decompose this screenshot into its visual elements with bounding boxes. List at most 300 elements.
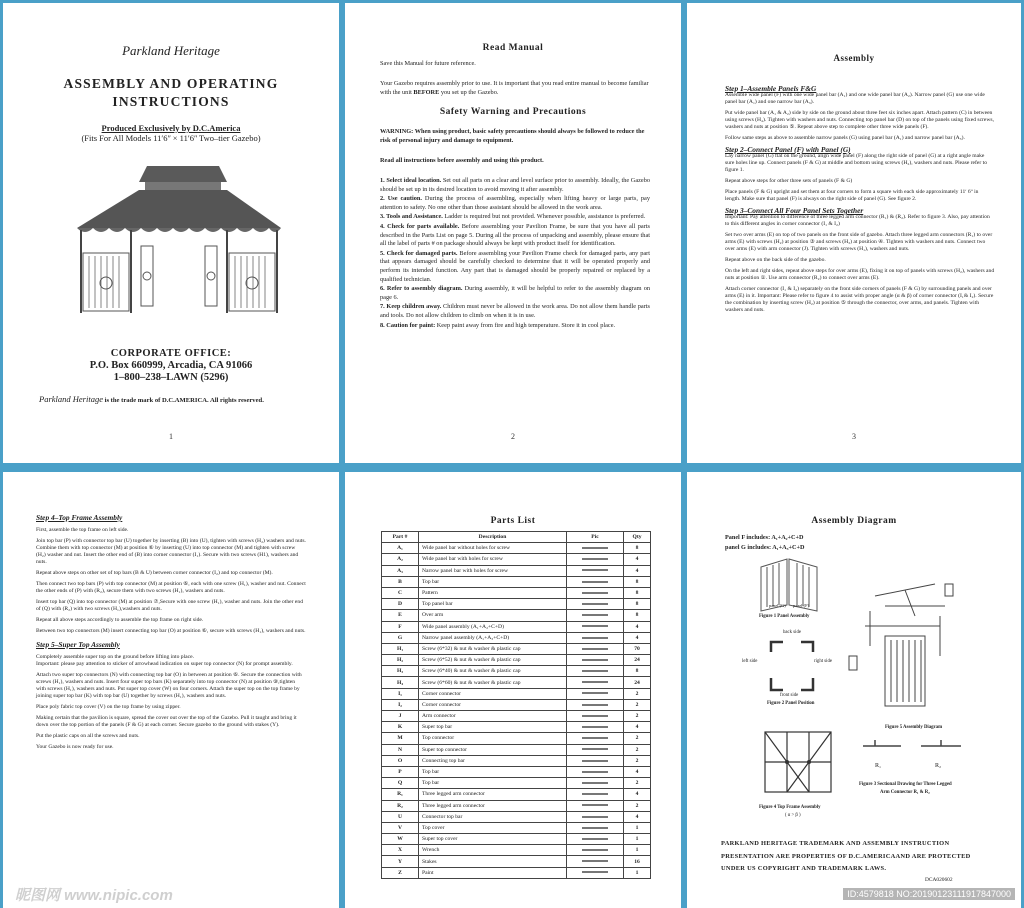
figure4-drawing <box>759 724 839 798</box>
part-pic-icon <box>582 625 608 627</box>
part-picture <box>567 632 624 643</box>
part-number: A₁ <box>382 543 419 554</box>
part-description: Screw (6*40) & nut & washer & plastic cap <box>419 666 567 677</box>
step5-title: Step 5–Super Top Assembly <box>36 640 120 649</box>
parts-table <box>381 531 651 879</box>
cover-title-line2: INSTRUCTIONS <box>112 94 230 109</box>
top-frame-steps <box>36 514 306 755</box>
part-qty: 8 <box>624 599 651 610</box>
safety-item <box>380 250 650 284</box>
part-number: C <box>382 587 419 598</box>
step2-paragraph: Place panels (F & G) upright and set them at four corners to form a square with each side approximately 11ʹ 6ʺ in length. Make sure that panel (F) is always on the right side of panel (G). See figure 2. <box>725 189 979 202</box>
read-all-text: Read all instructions before assembly and using this product. <box>380 157 544 164</box>
part-picture <box>567 599 624 610</box>
figure4-angle: ( α > β ) <box>785 813 801 818</box>
step5-paragraph: Completely assemble super top on the ground before lifting into place. Important: please pay attention to sticker of arrowhead indication on super top connector (N) for prompt assembly. <box>36 654 293 667</box>
part-number: I₁ <box>382 688 419 699</box>
part-description: Top bar <box>419 576 567 587</box>
page-5-parts-list <box>345 472 681 908</box>
part-number: U <box>382 811 419 822</box>
safety-item-text: During the process of assembling, especially when lifting heavy or large parts, pay attention to safety. No one other than those assistant should be allowed in the work area. <box>380 195 650 211</box>
part-description: Screw (6*52) & nut & washer & plastic cap <box>419 655 567 666</box>
step1-paragraph: Put wide panel bar (A₁ & A₂) side by side on the ground about three feet six inches apart. Attach pattern (C) in between using screws (H₄). Tighten with washers and nuts. Connecting top panel bar (D) on top of the panels using fixed screws, washers and nuts at position ⑤. Repeat above step to complete other three wide panels (F). <box>725 110 995 130</box>
part-description: Top connector <box>419 733 567 744</box>
step4-body <box>36 527 306 635</box>
part-description: Top cover <box>419 822 567 833</box>
part-number: H₄ <box>382 677 419 688</box>
trademark-text: is the trade mark of D.C.AMERICA. All rights reserved. <box>104 397 264 404</box>
part-description: Screw (6*60) & nut & washer & plastic cap <box>419 677 567 688</box>
part-picture <box>567 554 624 565</box>
page-3-assembly <box>687 3 1021 463</box>
figure4-caption: Figure 4 Top Frame Assembly <box>759 805 821 810</box>
step5-paragraph: Making certain that the pavilion is square, spread the cover out over the top of the Gazebo. Pull it taught and bring it down over the top portion of the panels (F & G) at each corner. Secure gazebo to the ground with stakes (Y). <box>36 715 297 728</box>
step1-body <box>725 92 995 142</box>
part-description: Narrow panel bar with holes for screw <box>419 565 567 576</box>
part-picture <box>567 845 624 856</box>
part-picture <box>567 576 624 587</box>
parts-row <box>382 655 651 666</box>
part-qty: 2 <box>624 733 651 744</box>
trademark-brand: Parkland Heritage <box>39 394 103 404</box>
figure2-caption: Figure 2 Panel Position <box>767 701 815 706</box>
part-number: A₂ <box>382 554 419 565</box>
part-description: Corner connector <box>419 688 567 699</box>
step4-paragraph: First, assemble the top frame on left side. <box>36 527 129 533</box>
col-part: Part # <box>382 532 419 543</box>
parts-row <box>382 699 651 710</box>
parts-row <box>382 722 651 733</box>
part-description: Top panel bar <box>419 599 567 610</box>
part-picture <box>567 655 624 666</box>
parts-row <box>382 576 651 587</box>
part-description: Wide panel bar with holes for screw <box>419 554 567 565</box>
part-description: Connector top bar <box>419 811 567 822</box>
part-number: O <box>382 755 419 766</box>
part-qty: 4 <box>624 766 651 777</box>
safety-item-title: 8. Caution for paint: <box>380 321 436 329</box>
page-number: 3 <box>852 432 856 441</box>
part-pic-icon <box>582 581 608 583</box>
fig3-r2: R₂ <box>935 763 942 769</box>
fig2-front-side: front side <box>780 693 799 698</box>
part-qty: 16 <box>624 856 651 867</box>
part-number: R₁ <box>382 789 419 800</box>
part-picture <box>567 856 624 867</box>
part-pic-icon <box>582 737 608 739</box>
part-qty: 2 <box>624 744 651 755</box>
figure5-caption: Figure 5 Assembly Diagram <box>885 725 943 730</box>
safety-item <box>380 285 650 302</box>
safety-item-text: Ladder is required but not provided. Whenever possible, assistance is preferred. <box>442 213 646 221</box>
part-number: X <box>382 845 419 856</box>
part-pic-icon <box>582 670 608 672</box>
parts-row <box>382 867 651 878</box>
part-qty: 2 <box>624 755 651 766</box>
part-pic-icon <box>582 748 608 750</box>
part-number: H₁ <box>382 643 419 654</box>
part-picture <box>567 688 624 699</box>
panel-f-includes: Panel F includes: A₁+A₂+C+D <box>725 534 804 541</box>
page-number: 1 <box>169 432 173 441</box>
step4-paragraph: Repeat all above steps accordingly to assemble the top frame on right side. <box>36 617 204 623</box>
part-picture <box>567 543 624 554</box>
step2-body <box>725 153 995 203</box>
part-number: E <box>382 610 419 621</box>
part-pic-icon <box>582 827 608 829</box>
part-qty: 1 <box>624 822 651 833</box>
part-pic-icon <box>582 547 608 549</box>
panel-g-includes: panel G includes: A₁+A₃+C+D <box>725 544 805 551</box>
part-qty: 70 <box>624 643 651 654</box>
cover-title-line1: ASSEMBLY AND OPERATING <box>63 76 279 91</box>
figure5-drawing <box>845 576 965 716</box>
safety-item-text: Children must never be allowed in the work area. Do not allow them handle parts and tools. Do not allow children to climb on when it is in use. <box>380 303 650 319</box>
part-picture <box>567 643 624 654</box>
part-qty: 2 <box>624 778 651 789</box>
assembly-steps <box>725 85 995 318</box>
part-pic-icon <box>582 704 608 706</box>
parts-row <box>382 610 651 621</box>
part-picture <box>567 587 624 598</box>
parts-row <box>382 811 651 822</box>
part-number: D <box>382 599 419 610</box>
part-picture <box>567 834 624 845</box>
part-pic-icon <box>582 681 608 683</box>
part-qty: 4 <box>624 621 651 632</box>
gazebo-illustration <box>69 158 289 318</box>
part-description: Narrow panel assembly (A₁+A₃+C+D) <box>419 632 567 643</box>
step3-title: Step 3–Connect All Four Panel Sets Together <box>725 206 864 215</box>
part-pic-icon <box>582 771 608 773</box>
corporate-office-label: CORPORATE OFFICE: <box>110 348 232 359</box>
part-number: A₃ <box>382 565 419 576</box>
part-pic-icon <box>582 715 608 717</box>
step3-paragraph: On the left and right sides, repeat above steps for over arms (E), fixing it on top of panels with screws (H₂), washers and nuts at position ①. Use arm connector (R₂) to connect over arms (E). <box>725 268 995 281</box>
part-number: F <box>382 621 419 632</box>
fig2-right-side: right side <box>814 659 832 664</box>
part-pic-icon <box>582 804 608 806</box>
step5-paragraph: Place poly fabric top cover (V) on the top frame by using zipper. <box>36 704 181 710</box>
part-qty: 2 <box>624 699 651 710</box>
read-manual-heading: Read Manual <box>482 43 544 53</box>
safety-item <box>380 303 650 320</box>
part-picture <box>567 565 624 576</box>
part-picture <box>567 733 624 744</box>
safety-item-text: Before assembling your Pavilion Frame, be sure that you have all parts described in the Parts List on page 5. During all the process of unpacking and assembly, please ensure that all the label of parts # on package should always be kept with product itself for identification. <box>380 222 651 248</box>
part-qty: 1 <box>624 845 651 856</box>
part-number: J <box>382 711 419 722</box>
parts-row <box>382 856 651 867</box>
parts-row <box>382 543 651 554</box>
fig3-r1: R₁ <box>875 763 882 769</box>
part-picture <box>567 621 624 632</box>
figure2-drawing <box>767 638 817 694</box>
step3-body <box>725 214 995 314</box>
figure3-caption-1: Figure 3 Sectional Drawing for Three Legged <box>859 782 952 787</box>
part-qty: 24 <box>624 655 651 666</box>
part-pic-icon <box>582 659 608 661</box>
safety-item-title: 1. Select ideal location. <box>380 177 442 184</box>
safety-item-title: 2. Use caution. <box>380 195 422 203</box>
step3-paragraph: Set two over arms (E) on top of two panels on the front side of gazebo. Attach three legged arm connectors (R₁) to over arms (E) with screws (H₂) at position ③ and screws (H₃) at position ④. Tighten with washers and nuts. Connect two over arms (E) with arm connector (J). Tighten with screws (H₁), washers and nuts. <box>725 232 993 252</box>
col-qty: Qty <box>624 532 651 543</box>
part-qty: 8 <box>624 576 651 587</box>
part-number: N <box>382 744 419 755</box>
part-pic-icon <box>582 838 608 840</box>
part-pic-icon <box>582 816 608 818</box>
part-pic-icon <box>582 569 608 571</box>
col-pic: Pic <box>567 532 624 543</box>
safety-item-title: 4. Check for parts available. <box>380 222 460 230</box>
parts-list-heading: Parts List <box>490 516 536 526</box>
parts-row <box>382 643 651 654</box>
part-qty: 1 <box>624 867 651 878</box>
part-description: Three legged arm connector <box>419 789 567 800</box>
page-2-safety <box>345 3 681 463</box>
parts-row <box>382 845 651 856</box>
col-description: Description <box>419 532 567 543</box>
part-picture <box>567 744 624 755</box>
safety-heading: Safety Warning and Precautions <box>439 107 587 117</box>
part-number: R₂ <box>382 800 419 811</box>
part-number: B <box>382 576 419 587</box>
part-description: Super top bar <box>419 722 567 733</box>
safety-item <box>380 322 650 331</box>
part-qty: 4 <box>624 811 651 822</box>
part-qty: 2 <box>624 688 651 699</box>
step3-paragraph: Attach corner connector (I₁ & I₂) separately on the front side corners of panels (F & G) by surrounding panels and over arms (E) in it. Important: Please refer to figure 4 to assist with proper angle (α & β) of corner connector (I₁& I₂). Secure the combination by inserting screw (H₂) at position ⑤ through the connector, over arms, and panels. Tighten with washers and nuts. <box>725 286 994 313</box>
part-picture <box>567 677 624 688</box>
part-qty: 1 <box>624 834 651 845</box>
parts-row <box>382 733 651 744</box>
part-description: Wrench <box>419 845 567 856</box>
part-pic-icon <box>582 760 608 762</box>
requires-post: you set up the Gazebo. <box>439 88 499 96</box>
part-pic-icon <box>582 648 608 650</box>
parts-row <box>382 834 651 845</box>
corporate-address: P.O. Box 660999, Arcadia, CA 91066 <box>89 360 253 371</box>
parts-row <box>382 587 651 598</box>
safety-item <box>380 195 650 212</box>
part-description: Super top connector <box>419 744 567 755</box>
part-qty: 24 <box>624 677 651 688</box>
parts-row <box>382 711 651 722</box>
part-picture <box>567 867 624 878</box>
assembly-heading: Assembly <box>833 53 875 63</box>
step3-paragraph: Repeat above on the back side of the gazebo. <box>725 257 826 263</box>
page-number: 2 <box>511 432 515 441</box>
part-qty: 8 <box>624 610 651 621</box>
part-description: Top bar <box>419 766 567 777</box>
step1-title: Step 1–Assemble Panels F&G <box>725 84 817 93</box>
part-picture <box>567 666 624 677</box>
part-pic-icon <box>582 871 608 873</box>
part-pic-icon <box>582 614 608 616</box>
part-qty: 4 <box>624 632 651 643</box>
part-number: P <box>382 766 419 777</box>
step5-paragraph: Attach two super top connectors (N) with connecting top bar (O) in between at position ⑥. Secure the connection with screws (H₁), washers and nuts. Insert four super top bars (K) separately into top connector (N) at position ⑨,tighten with screws (H₁), washers and nuts. Put super top cover (W) on four corners. Attach the super top on the top frame by joining super top bar (K) with top bar (U) together by screws (H₁), washers and nuts. <box>36 672 302 699</box>
parts-row <box>382 599 651 610</box>
part-picture <box>567 699 624 710</box>
parts-table-wrap <box>381 531 651 879</box>
step2-title: Step 2–Connect Panel (F) with Panel (G) <box>725 145 851 154</box>
parts-row <box>382 766 651 777</box>
step1-paragraph: Assemble wide panel (F) with one wide panel bar (A₁) and one wide panel bar (A₂). Narrow panel (G) use one wide panel bar (A₁) and one narrow bar (A₃). <box>725 92 985 105</box>
part-pic-icon <box>582 692 608 694</box>
parts-row <box>382 621 651 632</box>
step4-paragraph: Repeat above steps on other set of top bars (B & U) between corner connector (I₂) and top connector (M). <box>36 570 273 576</box>
part-number: H₃ <box>382 666 419 677</box>
part-description: Pattern <box>419 587 567 598</box>
figure3-drawing <box>857 734 969 760</box>
part-description: Corner connector <box>419 699 567 710</box>
parts-row <box>382 755 651 766</box>
parts-row <box>382 565 651 576</box>
part-pic-icon <box>582 793 608 795</box>
part-description: Super top cover <box>419 834 567 845</box>
safety-item-title: 5. Check for damaged parts. <box>380 249 458 257</box>
part-pic-icon <box>582 726 608 728</box>
safety-item <box>380 223 650 249</box>
step2-paragraph: Repeat above steps for other three sets of panels (F & G) <box>725 178 853 184</box>
step5-body <box>36 654 306 751</box>
safety-item-title: 7. Keep children away. <box>380 303 442 311</box>
figure3-caption-2: Arm Connector R₁ & R₂ <box>880 790 930 795</box>
step5-paragraph: Put the plastic caps on all the screws and nuts. <box>36 733 140 739</box>
requires-assembly-text <box>380 80 650 97</box>
parts-header-row <box>382 532 651 543</box>
brand-logo-text: Parkland Heritage <box>122 43 220 58</box>
part-qty: 8 <box>624 543 651 554</box>
page-1-cover <box>3 3 339 463</box>
step4-paragraph: Between two top connectors (M) insert connecting top bar (O) at position ⑥, secure with screws (H₁), washers and nuts. <box>36 628 306 634</box>
part-description: Connecting top bar <box>419 755 567 766</box>
part-description: Wide panel assembly (A₁+A₂+C+D) <box>419 621 567 632</box>
safety-item <box>380 177 650 194</box>
part-picture <box>567 789 624 800</box>
corporate-phone: 1–800–238–LAWN (5296) <box>113 372 229 383</box>
parts-row <box>382 677 651 688</box>
parts-row <box>382 744 651 755</box>
part-pic-icon <box>582 592 608 594</box>
part-description: Paint <box>419 867 567 878</box>
watermark: 昵图网 www.nipic.com <box>15 887 173 904</box>
part-description: Wide panel bar without holes for screw <box>419 543 567 554</box>
parts-row <box>382 789 651 800</box>
parts-row <box>382 778 651 789</box>
requires-bold: BEFORE <box>413 88 440 96</box>
part-picture <box>567 811 624 822</box>
part-qty: 4 <box>624 722 651 733</box>
image-id-overlay: ID:4579818 NO:20190123111917847000 <box>843 888 1015 900</box>
step1-paragraph: Follow same steps as above to assemble narrow panels (G) using panel bar (A₁) and narrow panel bar (A₃). <box>725 135 965 141</box>
produced-by: Produced Exclusively by D.C.America <box>101 123 241 133</box>
warning-text: WARNING: When using product, basic safety precautions should always be followed to reduce the risk of personal injury and damage to equipment. <box>380 128 645 144</box>
part-qty: 4 <box>624 789 651 800</box>
page-4-top-frame <box>3 472 339 908</box>
step4-title: Step 4–Top Frame Assembly <box>36 513 123 522</box>
safety-item-title: 6. Refer to assembly diagram. <box>380 285 463 293</box>
safety-list <box>380 177 650 331</box>
part-number: V <box>382 822 419 833</box>
part-picture <box>567 610 624 621</box>
part-number: G <box>382 632 419 643</box>
step5-paragraph: Your Gazebo is now ready for use. <box>36 744 114 750</box>
part-number: K <box>382 722 419 733</box>
part-description: Screw (6*32) & nut & washer & plastic cap <box>419 643 567 654</box>
step4-paragraph: Then connect two top bars (P) with top connector (M) at position ⑥, each with one screw (H₁), washer and nut. Connect the other ends of (P) with (R₂), secure them with two screws (H₁), washers and nuts. <box>36 581 306 594</box>
parts-row <box>382 800 651 811</box>
part-picture <box>567 822 624 833</box>
safety-item-text: Keep paint away from fire and high temperature. Store it in cool place. <box>435 321 616 329</box>
part-description: Top bar <box>419 778 567 789</box>
part-pic-icon <box>582 860 608 862</box>
fig1-panel-g: panel (G) <box>769 603 786 608</box>
part-description: Three legged arm connector <box>419 800 567 811</box>
part-qty: 8 <box>624 666 651 677</box>
part-description: Arm connector <box>419 711 567 722</box>
part-picture <box>567 755 624 766</box>
part-description: Stakes <box>419 856 567 867</box>
parts-row <box>382 554 651 565</box>
part-number: H₂ <box>382 655 419 666</box>
part-pic-icon <box>582 637 608 639</box>
part-qty: 4 <box>624 554 651 565</box>
safety-item-text: Before assembling your Pavilion Frame check for damaged parts, any part that appears damaged should be carefully checked to determine that it will be operated properly and perform its intended function. Any part that is damaged should be properly repaired or replaced by a qualified technician. <box>380 249 650 283</box>
part-pic-icon <box>582 603 608 605</box>
parts-row <box>382 822 651 833</box>
fig1-panel-f: panel (F) <box>793 603 809 608</box>
part-number: Q <box>382 778 419 789</box>
part-pic-icon <box>582 782 608 784</box>
fig2-back-side: back side <box>783 630 801 635</box>
part-number: M <box>382 733 419 744</box>
part-picture <box>567 800 624 811</box>
step2-paragraph: Lay narrow panel (G) flat on the ground, align wide panel (F) along the right side of panel (G) at a right angle make sure holes line up. Connect panels (F & G) at middle and bottom using screws (H₂), washers and nuts. Please refer to figure 1. <box>725 153 988 173</box>
part-number: Z <box>382 867 419 878</box>
part-pic-icon <box>582 849 608 851</box>
parts-row <box>382 688 651 699</box>
safety-item-text: During assembly, it will be helpful to refer to the assembly diagram on page 6. <box>380 285 650 301</box>
parts-row <box>382 666 651 677</box>
step3-paragraph: Important: Pay attention to difference of three legged arm connector (R₁) & (R₂). Refer to figure 3. Also, pay attention to this different angles in corner connector (I₁ & I₂) <box>725 214 990 227</box>
part-picture <box>567 778 624 789</box>
part-number: Y <box>382 856 419 867</box>
part-qty: 8 <box>624 587 651 598</box>
trademark-notice: PARKLAND HERITAGE TRADEMARK AND ASSEMBLY INSTRUCTION PRESENTATION ARE PROPERTIES OF D.C.AMERICAAND ARE PROTECTED UNDER US COPYRIGHT AND TRADEMARK LAWS. <box>721 840 971 873</box>
part-picture <box>567 711 624 722</box>
step4-paragraph: Join top bar (P) with connector top bar (U) together by inserting (B) into (U), tighten with screws (H₂) washers and nuts. Combine them with top connector (M) at position ⑥ by inserting (U) into top connector (M) and tighten with screw (H₂) washer and nut. Insert the other end of (B) into corner connector (I₁). Secure with two screws (H1), washers and nuts. <box>36 538 306 565</box>
save-manual-text: Save this Manual for future reference. <box>380 60 476 67</box>
part-picture <box>567 722 624 733</box>
trademark-line <box>39 394 264 404</box>
part-picture <box>567 766 624 777</box>
part-pic-icon <box>582 558 608 560</box>
part-number: W <box>382 834 419 845</box>
safety-item <box>380 213 650 222</box>
part-description: Over arm <box>419 610 567 621</box>
parts-row <box>382 632 651 643</box>
fig2-left-side: left side <box>742 659 758 664</box>
document-code: DCA020602 <box>925 877 953 883</box>
part-qty: 2 <box>624 711 651 722</box>
diagram-heading: Assembly Diagram <box>811 516 897 526</box>
figure1-caption: Figure 1 Panel Assembly <box>759 614 810 619</box>
page-6-diagram <box>687 472 1021 908</box>
requires-pre: Your Gazebo requires assembly prior to use. It is important that you read entire manual to become familiar with the unit <box>380 80 649 96</box>
part-qty: 2 <box>624 800 651 811</box>
